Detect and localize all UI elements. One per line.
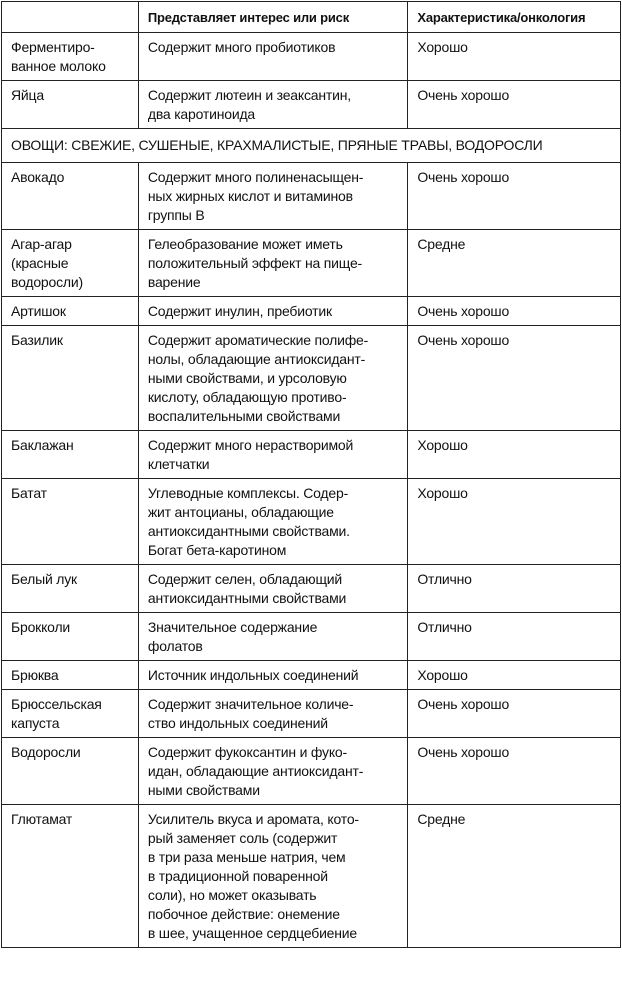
product-info: Усилитель вкуса и аромата, кото- рый заменяет соль (содержит в три раза меньше натрия, чем в традиционной поваренной соли), но может оказывать побочное действие: онемение в шее, учащенное сердцебиение bbox=[138, 805, 407, 948]
table-row bbox=[2, 163, 621, 230]
header-interest-risk: Представляет интерес или риск bbox=[138, 2, 407, 33]
table-row bbox=[2, 81, 621, 129]
product-name: Батат bbox=[2, 479, 139, 565]
product-info: Содержит много нерастворимой клетчатки bbox=[138, 431, 407, 479]
product-rating: Отлично bbox=[408, 565, 621, 613]
product-name: Брюссельская капуста bbox=[2, 690, 139, 738]
product-rating: Средне bbox=[408, 230, 621, 297]
product-name: Брюква bbox=[2, 661, 139, 690]
product-info: Содержит ароматические полифе- нолы, обладающие антиоксидант- ными свойствами, и урсоловую кислоту, обладающую противо- воспалительными свойствами bbox=[138, 326, 407, 431]
table-row bbox=[2, 738, 621, 805]
header-row bbox=[2, 2, 621, 33]
product-info: Углеводные комплексы. Содер- жит антоцианы, обладающие антиоксидантными свойствами. Богат бета-каротином bbox=[138, 479, 407, 565]
product-info: Гелеобразование может иметь положительный эффект на пище- варение bbox=[138, 230, 407, 297]
product-rating: Хорошо bbox=[408, 431, 621, 479]
section-title: ОВОЩИ: СВЕЖИЕ, СУШЕНЫЕ, КРАХМАЛИСТЫЕ, ПРЯНЫЕ ТРАВЫ, ВОДОРОСЛИ bbox=[2, 129, 621, 163]
product-rating: Очень хорошо bbox=[408, 690, 621, 738]
table-row bbox=[2, 326, 621, 431]
product-info: Содержит значительное количе- ство индольных соединений bbox=[138, 690, 407, 738]
product-name: Водоросли bbox=[2, 738, 139, 805]
product-rating: Средне bbox=[408, 805, 621, 948]
product-name: Ферментиро- ванное молоко bbox=[2, 33, 139, 81]
table-row bbox=[2, 613, 621, 661]
product-name: Артишок bbox=[2, 297, 139, 326]
product-info: Содержит лютеин и зеаксантин, два каротиноида bbox=[138, 81, 407, 129]
section-row bbox=[2, 129, 621, 163]
product-rating: Очень хорошо bbox=[408, 326, 621, 431]
product-rating: Хорошо bbox=[408, 33, 621, 81]
product-name: Брокколи bbox=[2, 613, 139, 661]
product-info: Значительное содержание фолатов bbox=[138, 613, 407, 661]
header-product bbox=[2, 2, 139, 33]
product-rating: Очень хорошо bbox=[408, 163, 621, 230]
table-row bbox=[2, 805, 621, 948]
product-info: Содержит много пробиотиков bbox=[138, 33, 407, 81]
table-row bbox=[2, 230, 621, 297]
table-row bbox=[2, 33, 621, 81]
header-oncology: Характеристика/онкология bbox=[408, 2, 621, 33]
product-rating: Очень хорошо bbox=[408, 81, 621, 129]
product-name: Белый лук bbox=[2, 565, 139, 613]
product-name: Агар-агар (красные водоросли) bbox=[2, 230, 139, 297]
product-rating: Хорошо bbox=[408, 661, 621, 690]
product-rating: Очень хорошо bbox=[408, 297, 621, 326]
product-name: Базилик bbox=[2, 326, 139, 431]
product-name: Авокадо bbox=[2, 163, 139, 230]
table-row bbox=[2, 661, 621, 690]
product-info: Содержит фукоксантин и фуко- идан, обладающие антиоксидант- ными свойствами bbox=[138, 738, 407, 805]
product-name: Баклажан bbox=[2, 431, 139, 479]
food-table bbox=[1, 1, 621, 948]
table-row bbox=[2, 479, 621, 565]
table-row bbox=[2, 297, 621, 326]
product-name: Яйца bbox=[2, 81, 139, 129]
product-info: Содержит селен, обладающий антиоксидантными свойствами bbox=[138, 565, 407, 613]
table-row bbox=[2, 431, 621, 479]
table-row bbox=[2, 690, 621, 738]
product-rating: Очень хорошо bbox=[408, 738, 621, 805]
product-info: Содержит много полиненасыщен- ных жирных кислот и витаминов группы В bbox=[138, 163, 407, 230]
product-rating: Отлично bbox=[408, 613, 621, 661]
product-info: Содержит инулин, пребиотик bbox=[138, 297, 407, 326]
product-info: Источник индольных соединений bbox=[138, 661, 407, 690]
product-name: Глютамат bbox=[2, 805, 139, 948]
table-row bbox=[2, 565, 621, 613]
product-rating: Хорошо bbox=[408, 479, 621, 565]
